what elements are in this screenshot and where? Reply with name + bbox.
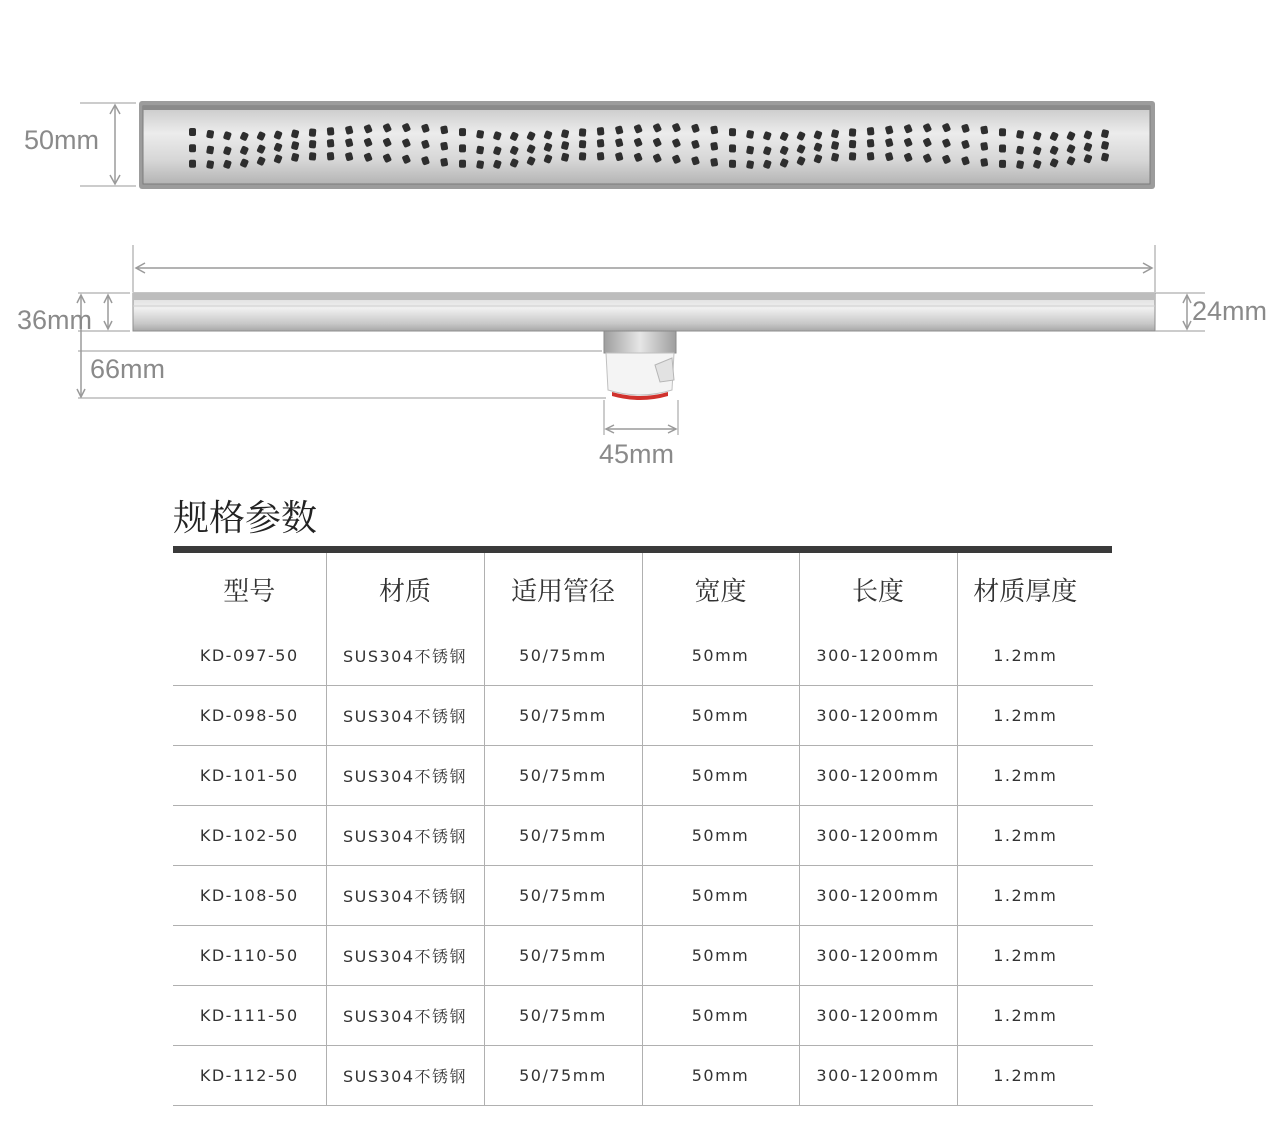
- cell-material: SUS304不锈钢: [326, 1046, 484, 1106]
- cell-pipe-diameter: 50/75mm: [484, 866, 642, 926]
- cell-material: SUS304不锈钢: [326, 746, 484, 806]
- cell-width: 50mm: [642, 625, 799, 686]
- drain-slot: [309, 140, 317, 149]
- cell-model: KD-097-50: [173, 625, 326, 686]
- cell-width: 50mm: [642, 986, 799, 1046]
- drain-slot: [980, 142, 988, 151]
- table-row: [173, 686, 1093, 746]
- drain-slot: [597, 127, 605, 136]
- cell-length: 300-1200mm: [799, 686, 957, 746]
- drain-slot: [309, 128, 317, 137]
- column-header-thickness: 材质厚度: [957, 553, 1093, 625]
- body-height-label: 36mm: [17, 305, 93, 335]
- drain-slot: [189, 160, 196, 168]
- drain-slot: [327, 127, 335, 136]
- cell-model: KD-111-50: [173, 986, 326, 1046]
- drain-slot: [849, 128, 857, 136]
- cell-material: SUS304不锈钢: [326, 806, 484, 866]
- cell-pipe-diameter: 50/75mm: [484, 746, 642, 806]
- drain-slot: [597, 139, 605, 148]
- drain-slot: [729, 160, 736, 168]
- spec-title: 规格参数: [173, 498, 318, 539]
- drain-slot: [710, 125, 718, 134]
- drain-slot: [980, 126, 988, 135]
- cell-length: 300-1200mm: [799, 746, 957, 806]
- cell-pipe-diameter: 50/75mm: [484, 986, 642, 1046]
- width-dimension-label: 50mm: [24, 125, 100, 155]
- drain-slot: [729, 128, 736, 136]
- cell-model: KD-110-50: [173, 926, 326, 986]
- drain-slot: [999, 144, 1006, 152]
- drain-slot: [440, 142, 448, 151]
- cell-model: KD-108-50: [173, 866, 326, 926]
- cell-thickness: 1.2mm: [957, 1046, 1093, 1106]
- drain-slot: [189, 128, 196, 136]
- column-header-material: 材质: [326, 553, 484, 625]
- drain-slot: [440, 158, 448, 167]
- cell-width: 50mm: [642, 686, 799, 746]
- drain-slot: [327, 152, 335, 161]
- column-header-length: 长度: [799, 553, 957, 625]
- drain-slot: [440, 125, 448, 134]
- drain-slot: [980, 158, 988, 167]
- cell-pipe-diameter: 50/75mm: [484, 806, 642, 866]
- drain-slot: [849, 152, 857, 160]
- cell-model: KD-112-50: [173, 1046, 326, 1106]
- drain-slot: [999, 128, 1006, 136]
- drain-slot: [710, 158, 718, 167]
- drain-slot: [999, 160, 1006, 168]
- cell-material: SUS304不锈钢: [326, 625, 484, 686]
- table-row: [173, 926, 1093, 986]
- drain-slot: [309, 152, 317, 161]
- drain-slot: [459, 128, 466, 136]
- spec-header-row: [173, 553, 1093, 625]
- cell-width: 50mm: [642, 1046, 799, 1106]
- cell-material: SUS304不锈钢: [326, 986, 484, 1046]
- drain-slot: [597, 152, 605, 161]
- total-height-label: 66mm: [90, 354, 166, 384]
- drain-side-view: [0, 230, 1280, 470]
- cell-length: 300-1200mm: [799, 926, 957, 986]
- drain-top-view: [0, 0, 1280, 200]
- drain-slot: [459, 160, 466, 168]
- spec-header-bar: [173, 546, 1112, 553]
- cell-thickness: 1.2mm: [957, 625, 1093, 686]
- cell-length: 300-1200mm: [799, 625, 957, 686]
- cell-width: 50mm: [642, 926, 799, 986]
- drain-slot: [327, 139, 335, 148]
- cell-pipe-diameter: 50/75mm: [484, 926, 642, 986]
- table-row: [173, 625, 1093, 686]
- drain-slot: [579, 128, 587, 137]
- cell-thickness: 1.2mm: [957, 986, 1093, 1046]
- cell-material: SUS304不锈钢: [326, 926, 484, 986]
- cell-thickness: 1.2mm: [957, 746, 1093, 806]
- column-header-pipe-diameter: 适用管径: [484, 553, 642, 625]
- cell-material: SUS304不锈钢: [326, 866, 484, 926]
- drain-slot: [459, 144, 466, 152]
- drain-slot: [710, 142, 718, 151]
- cell-width: 50mm: [642, 806, 799, 866]
- table-row: [173, 806, 1093, 866]
- cell-material: SUS304不锈钢: [326, 686, 484, 746]
- cell-model: KD-101-50: [173, 746, 326, 806]
- side-height-label: 24mm: [1192, 296, 1268, 326]
- cell-thickness: 1.2mm: [957, 806, 1093, 866]
- cell-length: 300-1200mm: [799, 806, 957, 866]
- cell-length: 300-1200mm: [799, 866, 957, 926]
- cell-model: KD-102-50: [173, 806, 326, 866]
- column-header-width: 宽度: [642, 553, 799, 625]
- cell-model: KD-098-50: [173, 686, 326, 746]
- cell-pipe-diameter: 50/75mm: [484, 686, 642, 746]
- drain-slot: [867, 152, 875, 161]
- cell-thickness: 1.2mm: [957, 686, 1093, 746]
- cell-width: 50mm: [642, 866, 799, 926]
- cell-thickness: 1.2mm: [957, 926, 1093, 986]
- table-row: [173, 866, 1093, 926]
- drain-slot: [729, 144, 736, 152]
- table-row: [173, 746, 1093, 806]
- cell-length: 300-1200mm: [799, 1046, 957, 1106]
- cell-pipe-diameter: 50/75mm: [484, 1046, 642, 1106]
- table-row: [173, 1046, 1093, 1106]
- table-row: [173, 986, 1093, 1046]
- outlet-width-label: 45mm: [599, 439, 675, 469]
- spec-table: [173, 553, 1093, 1106]
- drain-slot: [867, 139, 875, 148]
- outlet-pipe: [604, 331, 676, 353]
- cell-thickness: 1.2mm: [957, 866, 1093, 926]
- drain-slot: [189, 144, 196, 152]
- drain-slot: [579, 140, 587, 149]
- cell-pipe-diameter: 50/75mm: [484, 625, 642, 686]
- cell-width: 50mm: [642, 746, 799, 806]
- drain-slot: [867, 127, 875, 136]
- drain-slot: [579, 152, 587, 161]
- drain-slot: [849, 140, 857, 148]
- column-header-model: 型号: [223, 576, 276, 607]
- cell-length: 300-1200mm: [799, 986, 957, 1046]
